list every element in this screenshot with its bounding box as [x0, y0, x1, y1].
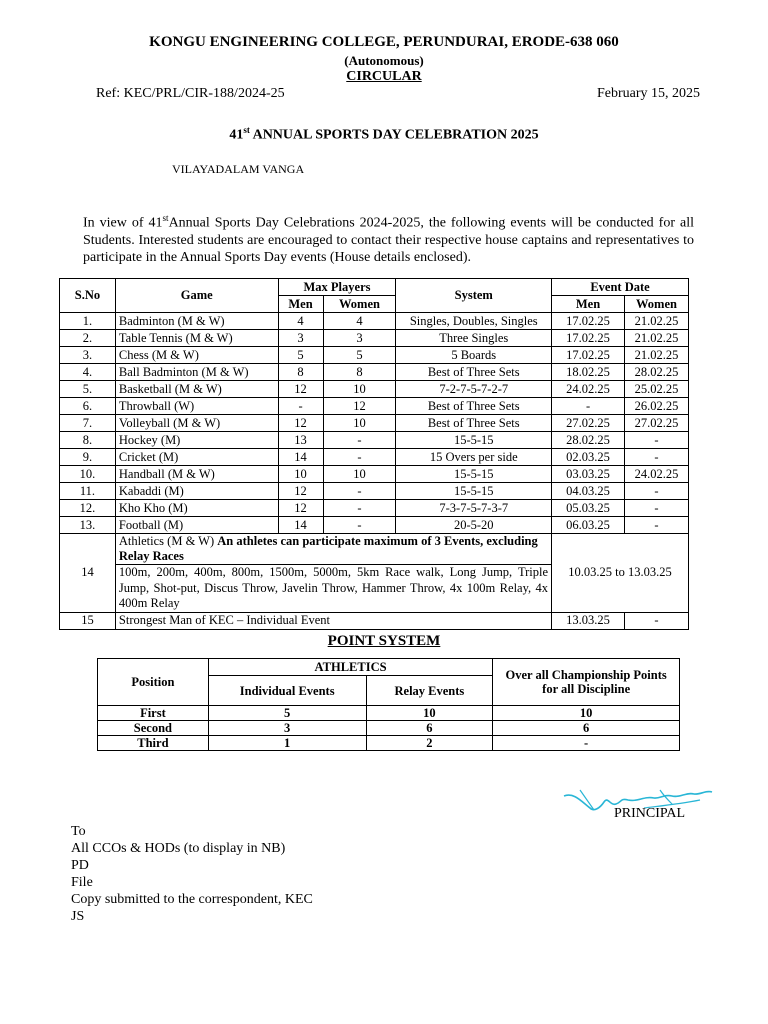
table-row [60, 415, 689, 432]
header-position: Position [98, 659, 209, 706]
cell-system: 15-5-15 [396, 466, 552, 483]
cell-sno: 15 [60, 612, 116, 629]
cell-system: Three Singles [396, 330, 552, 347]
cell-overall: - [493, 736, 680, 751]
college-name: KONGU ENGINEERING COLLEGE, PERUNDURAI, ERODE-638 060 [149, 34, 619, 50]
intro-post: Annual Sports Day Celebrations 2024-2025, the following events will be conducted for all Students. Interested students are encouraged to contact their respective house captains and representatives to participate in the Annual Sports Day events (House details enclosed). [83, 215, 694, 265]
event-title-text: ANNUAL SPORTS DAY CELEBRATION 2025 [249, 127, 539, 143]
cell-date-men: 05.03.25 [552, 500, 625, 517]
cell-system: 15 Overs per side [396, 449, 552, 466]
cell-date-men: 04.03.25 [552, 483, 625, 500]
cell-sno: 12. [60, 500, 116, 517]
table-row [60, 364, 689, 381]
cell-men: - [278, 398, 323, 415]
cell-relay: 6 [366, 721, 493, 736]
table-row [60, 313, 689, 330]
list-item: To [71, 824, 86, 839]
cell-date-women: 28.02.25 [624, 364, 688, 381]
cell-date-men: 17.02.25 [552, 347, 625, 364]
cell-women: 3 [323, 330, 396, 347]
cell-system: Best of Three Sets [396, 364, 552, 381]
cell-sno: 2. [60, 330, 116, 347]
athletics-date: 10.03.25 to 13.03.25 [552, 534, 689, 613]
cell-game: Cricket (M) [115, 449, 278, 466]
cell-game: Table Tennis (M & W) [115, 330, 278, 347]
autonomous-label: (Autonomous) [344, 53, 424, 68]
cell-date-women: 21.02.25 [624, 330, 688, 347]
cell-men: 3 [278, 330, 323, 347]
cell-sno: 13. [60, 517, 116, 534]
cell-system: 15-5-15 [396, 432, 552, 449]
reference-number: Ref: KEC/PRL/CIR-188/2024-25 [96, 86, 285, 101]
cell-game: Badminton (M & W) [115, 313, 278, 330]
cell-date-women: 24.02.25 [624, 466, 688, 483]
athletics-title-plain: Athletics (M & W) [118, 534, 218, 548]
circular-label: CIRCULAR [346, 69, 422, 84]
cell-position: Second [98, 721, 209, 736]
header-sno: S.No [60, 279, 116, 313]
cell-game: Kabaddi (M) [115, 483, 278, 500]
cell-date-men: 24.02.25 [552, 381, 625, 398]
athletics-title [115, 534, 551, 565]
athletics-row [60, 534, 689, 565]
cell-men: 12 [278, 483, 323, 500]
point-system-table [97, 658, 680, 751]
cell-date-women: - [624, 500, 688, 517]
table-row [98, 721, 680, 736]
cell-date-women: 21.02.25 [624, 347, 688, 364]
cell-men: 8 [278, 364, 323, 381]
cell-game: Basketball (M & W) [115, 381, 278, 398]
header-system: System [396, 279, 552, 313]
intro-suffix: st [162, 213, 169, 223]
cell-men: 12 [278, 381, 323, 398]
cell-sno: 3. [60, 347, 116, 364]
cell-sno: 7. [60, 415, 116, 432]
intro-pre: In view of 41 [83, 215, 163, 231]
cell-game: Strongest Man of KEC – Individual Event [115, 612, 551, 629]
header-date-women: Women [624, 296, 688, 313]
cell-game: Handball (M & W) [115, 466, 278, 483]
table-row [98, 736, 680, 751]
table-row [60, 347, 689, 364]
distribution-list [71, 823, 313, 925]
cell-date-men: 18.02.25 [552, 364, 625, 381]
cell-system: 7-2-7-5-7-2-7 [396, 381, 552, 398]
header-event-date: Event Date [552, 279, 689, 296]
cell-date-men: 28.02.25 [552, 432, 625, 449]
cell-game: Hockey (M) [115, 432, 278, 449]
event-title-number: 41 [229, 127, 244, 143]
cell-women: 10 [323, 381, 396, 398]
cell-individual: 5 [208, 706, 366, 721]
cell-individual: 3 [208, 721, 366, 736]
event-title [0, 125, 768, 144]
table-row [60, 381, 689, 398]
cell-position: Third [98, 736, 209, 751]
header-date-men: Men [552, 296, 625, 313]
cell-relay: 10 [366, 706, 493, 721]
list-item: File [71, 875, 93, 890]
intro-paragraph [83, 210, 694, 266]
table-row [60, 612, 689, 629]
cell-date-men: 03.03.25 [552, 466, 625, 483]
cell-men: 4 [278, 313, 323, 330]
table-row [60, 449, 689, 466]
header-max-players: Max Players [278, 279, 396, 296]
cell-sno: 4. [60, 364, 116, 381]
table-row [60, 500, 689, 517]
cell-overall: 6 [493, 721, 680, 736]
cell-date-men: 02.03.25 [552, 449, 625, 466]
point-system-title: POINT SYSTEM [327, 633, 441, 649]
cell-game: Football (M) [115, 517, 278, 534]
header-overall: Over all Championship Points for all Discipline [493, 659, 680, 706]
cell-system: 20-5-20 [396, 517, 552, 534]
cell-date-women: 25.02.25 [624, 381, 688, 398]
cell-date-women: 21.02.25 [624, 313, 688, 330]
table-row [60, 432, 689, 449]
header-relay: Relay Events [366, 676, 493, 706]
circular-date: February 15, 2025 [596, 86, 700, 101]
cell-system: 7-3-7-5-7-3-7 [396, 500, 552, 517]
cell-date-women: 26.02.25 [624, 398, 688, 415]
table-row [60, 483, 689, 500]
header-players-men: Men [278, 296, 323, 313]
header-individual: Individual Events [208, 676, 366, 706]
cell-men: 14 [278, 449, 323, 466]
cell-date-men: 06.03.25 [552, 517, 625, 534]
table-row [60, 398, 689, 415]
cell-women: 10 [323, 466, 396, 483]
cell-date-men: - [552, 398, 625, 415]
event-title-suffix: st [243, 125, 250, 135]
cell-sno: 8. [60, 432, 116, 449]
cell-women: 4 [323, 313, 396, 330]
cell-sno: 9. [60, 449, 116, 466]
events-table [59, 278, 689, 630]
cell-game: Chess (M & W) [115, 347, 278, 364]
cell-women: - [323, 449, 396, 466]
header-game: Game [115, 279, 278, 313]
cell-system: Best of Three Sets [396, 398, 552, 415]
cell-women: - [323, 500, 396, 517]
cell-date-men: 27.02.25 [552, 415, 625, 432]
cell-women: - [323, 517, 396, 534]
cell-sno: 10. [60, 466, 116, 483]
cell-system: 15-5-15 [396, 483, 552, 500]
list-item: PD [71, 858, 89, 873]
cell-game: Throwball (W) [115, 398, 278, 415]
cell-women: 8 [323, 364, 396, 381]
cell-women: 10 [323, 415, 396, 432]
cell-sno: 5. [60, 381, 116, 398]
cell-men: 10 [278, 466, 323, 483]
cell-women: 5 [323, 347, 396, 364]
cell-date-men: 17.02.25 [552, 330, 625, 347]
cell-women: 12 [323, 398, 396, 415]
cell-date-women: - [624, 483, 688, 500]
cell-game: Kho Kho (M) [115, 500, 278, 517]
cell-men: 12 [278, 415, 323, 432]
principal-label: PRINCIPAL [614, 806, 686, 821]
tagline: VILAYADALAM VANGA [172, 162, 305, 176]
cell-system: 5 Boards [396, 347, 552, 364]
table-row [98, 706, 680, 721]
cell-women: - [323, 432, 396, 449]
athletics-events: 100m, 200m, 400m, 800m, 1500m, 5000m, 5km Race walk, Long Jump, Triple Jump, Shot-put, Discus Throw, Javelin Throw, Hammer Throw, 4x 100m Relay, 4x 400m Relay [115, 565, 551, 613]
list-item: JS [71, 909, 85, 924]
points-header-row [98, 659, 680, 676]
cell-date-women: - [624, 449, 688, 466]
cell-sno: 6. [60, 398, 116, 415]
cell-overall: 10 [493, 706, 680, 721]
table-row [60, 517, 689, 534]
cell-relay: 2 [366, 736, 493, 751]
cell-sno: 11. [60, 483, 116, 500]
athletics-title-bold: An athletes can participate maximum of 3 Events, excluding Relay Races [118, 534, 538, 563]
header-athletics: ATHLETICS [208, 659, 492, 676]
cell-men: 12 [278, 500, 323, 517]
cell-system: Singles, Doubles, Singles [396, 313, 552, 330]
cell-position: First [98, 706, 209, 721]
list-item: All CCOs & HODs (to display in NB) [71, 841, 286, 856]
cell-women: - [323, 483, 396, 500]
cell-date-women: - [624, 432, 688, 449]
cell-date-women: - [624, 612, 688, 629]
cell-sno: 14 [60, 534, 116, 613]
header-players-women: Women [323, 296, 396, 313]
cell-date-women: 27.02.25 [624, 415, 688, 432]
events-header-row [60, 279, 689, 296]
cell-date-men: 13.03.25 [552, 612, 625, 629]
cell-date-men: 17.02.25 [552, 313, 625, 330]
cell-date-women: - [624, 517, 688, 534]
cell-system: Best of Three Sets [396, 415, 552, 432]
cell-sno: 1. [60, 313, 116, 330]
cell-men: 13 [278, 432, 323, 449]
cell-individual: 1 [208, 736, 366, 751]
cell-men: 5 [278, 347, 323, 364]
cell-game: Ball Badminton (M & W) [115, 364, 278, 381]
cell-game: Volleyball (M & W) [115, 415, 278, 432]
table-row [60, 466, 689, 483]
cell-men: 14 [278, 517, 323, 534]
table-row [60, 330, 689, 347]
list-item: Copy submitted to the correspondent, KEC [71, 892, 313, 907]
